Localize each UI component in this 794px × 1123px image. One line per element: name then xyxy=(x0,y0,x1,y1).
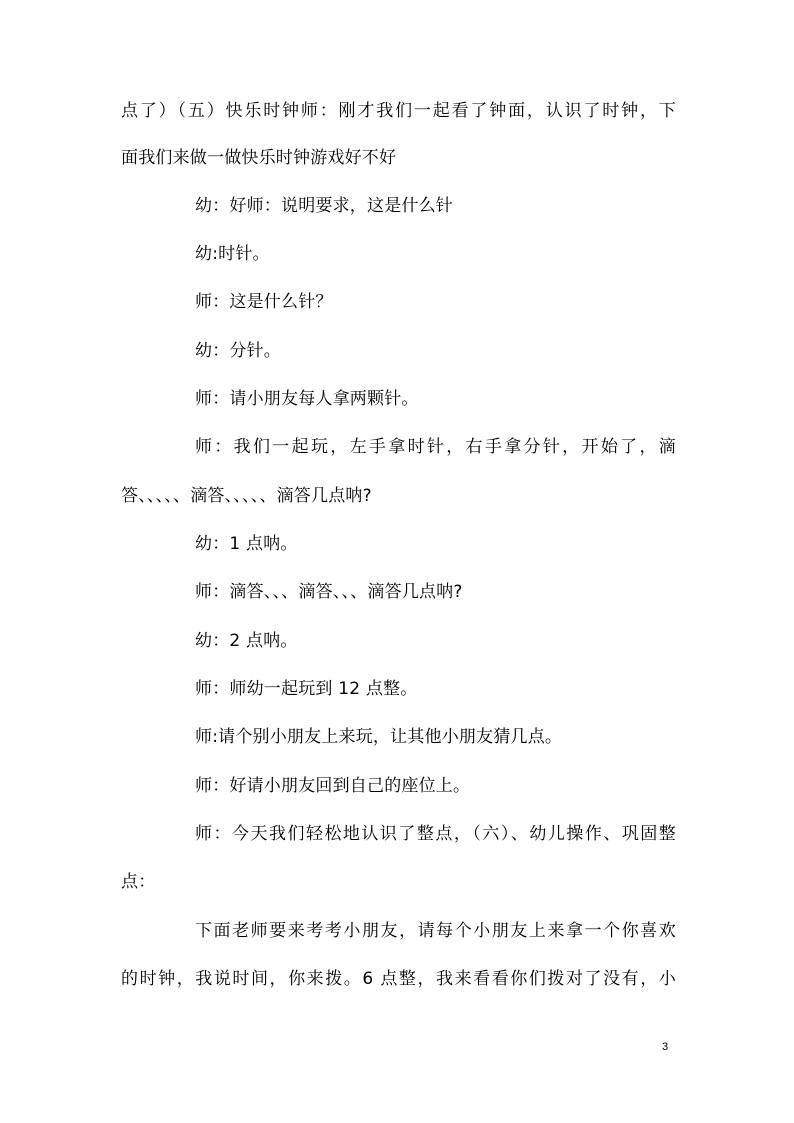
text-line: 幼：2 点呐。 xyxy=(195,631,298,651)
text-line: 答、、、、、滴答、、、、、滴答几点呐? xyxy=(121,486,372,506)
text-line: 面我们来做一做快乐时钟游戏好不好 xyxy=(121,148,397,168)
page-number: 3 xyxy=(662,1041,669,1053)
text-line: 下面老师要来考考小朋友，请每个小朋友上来拿一个你喜欢 xyxy=(195,921,676,941)
text-line: 师：这是什么针？ xyxy=(195,292,333,312)
text-line: 幼：分针。 xyxy=(195,341,281,361)
text-line: 幼:时针。 xyxy=(195,244,270,264)
text-line: 幼：1 点呐。 xyxy=(195,534,298,554)
text-line: 点了）（五）快乐时钟师：刚才我们一起看了钟面，认识了时钟，下 xyxy=(121,101,676,121)
text-line: 幼：好师：说明要求，这是什么针 xyxy=(195,196,453,216)
text-line: 点： xyxy=(121,872,156,892)
text-line: 师：今天我们轻松地认识了整点，（六）、幼儿操作、巩固整 xyxy=(195,824,676,844)
text-line: 师:请个别小朋友上来玩，让其他小朋友猜几点。 xyxy=(195,727,563,747)
text-line: 师：我们一起玩，左手拿时针，右手拿分针，开始了，滴 xyxy=(195,437,676,457)
text-line: 师：师幼一起玩到 12 点整。 xyxy=(195,679,418,699)
text-line: 的时钟，我说时间，你来拨。6 点整，我来看看你们拨对了没有，小 xyxy=(121,969,676,989)
text-line: 师：滴答、、、滴答、、、滴答几点呐? xyxy=(195,582,463,602)
text-line: 师：好请小朋友回到自己的座位上。 xyxy=(195,776,471,796)
text-line: 师：请小朋友每人拿两颗针。 xyxy=(195,389,419,409)
